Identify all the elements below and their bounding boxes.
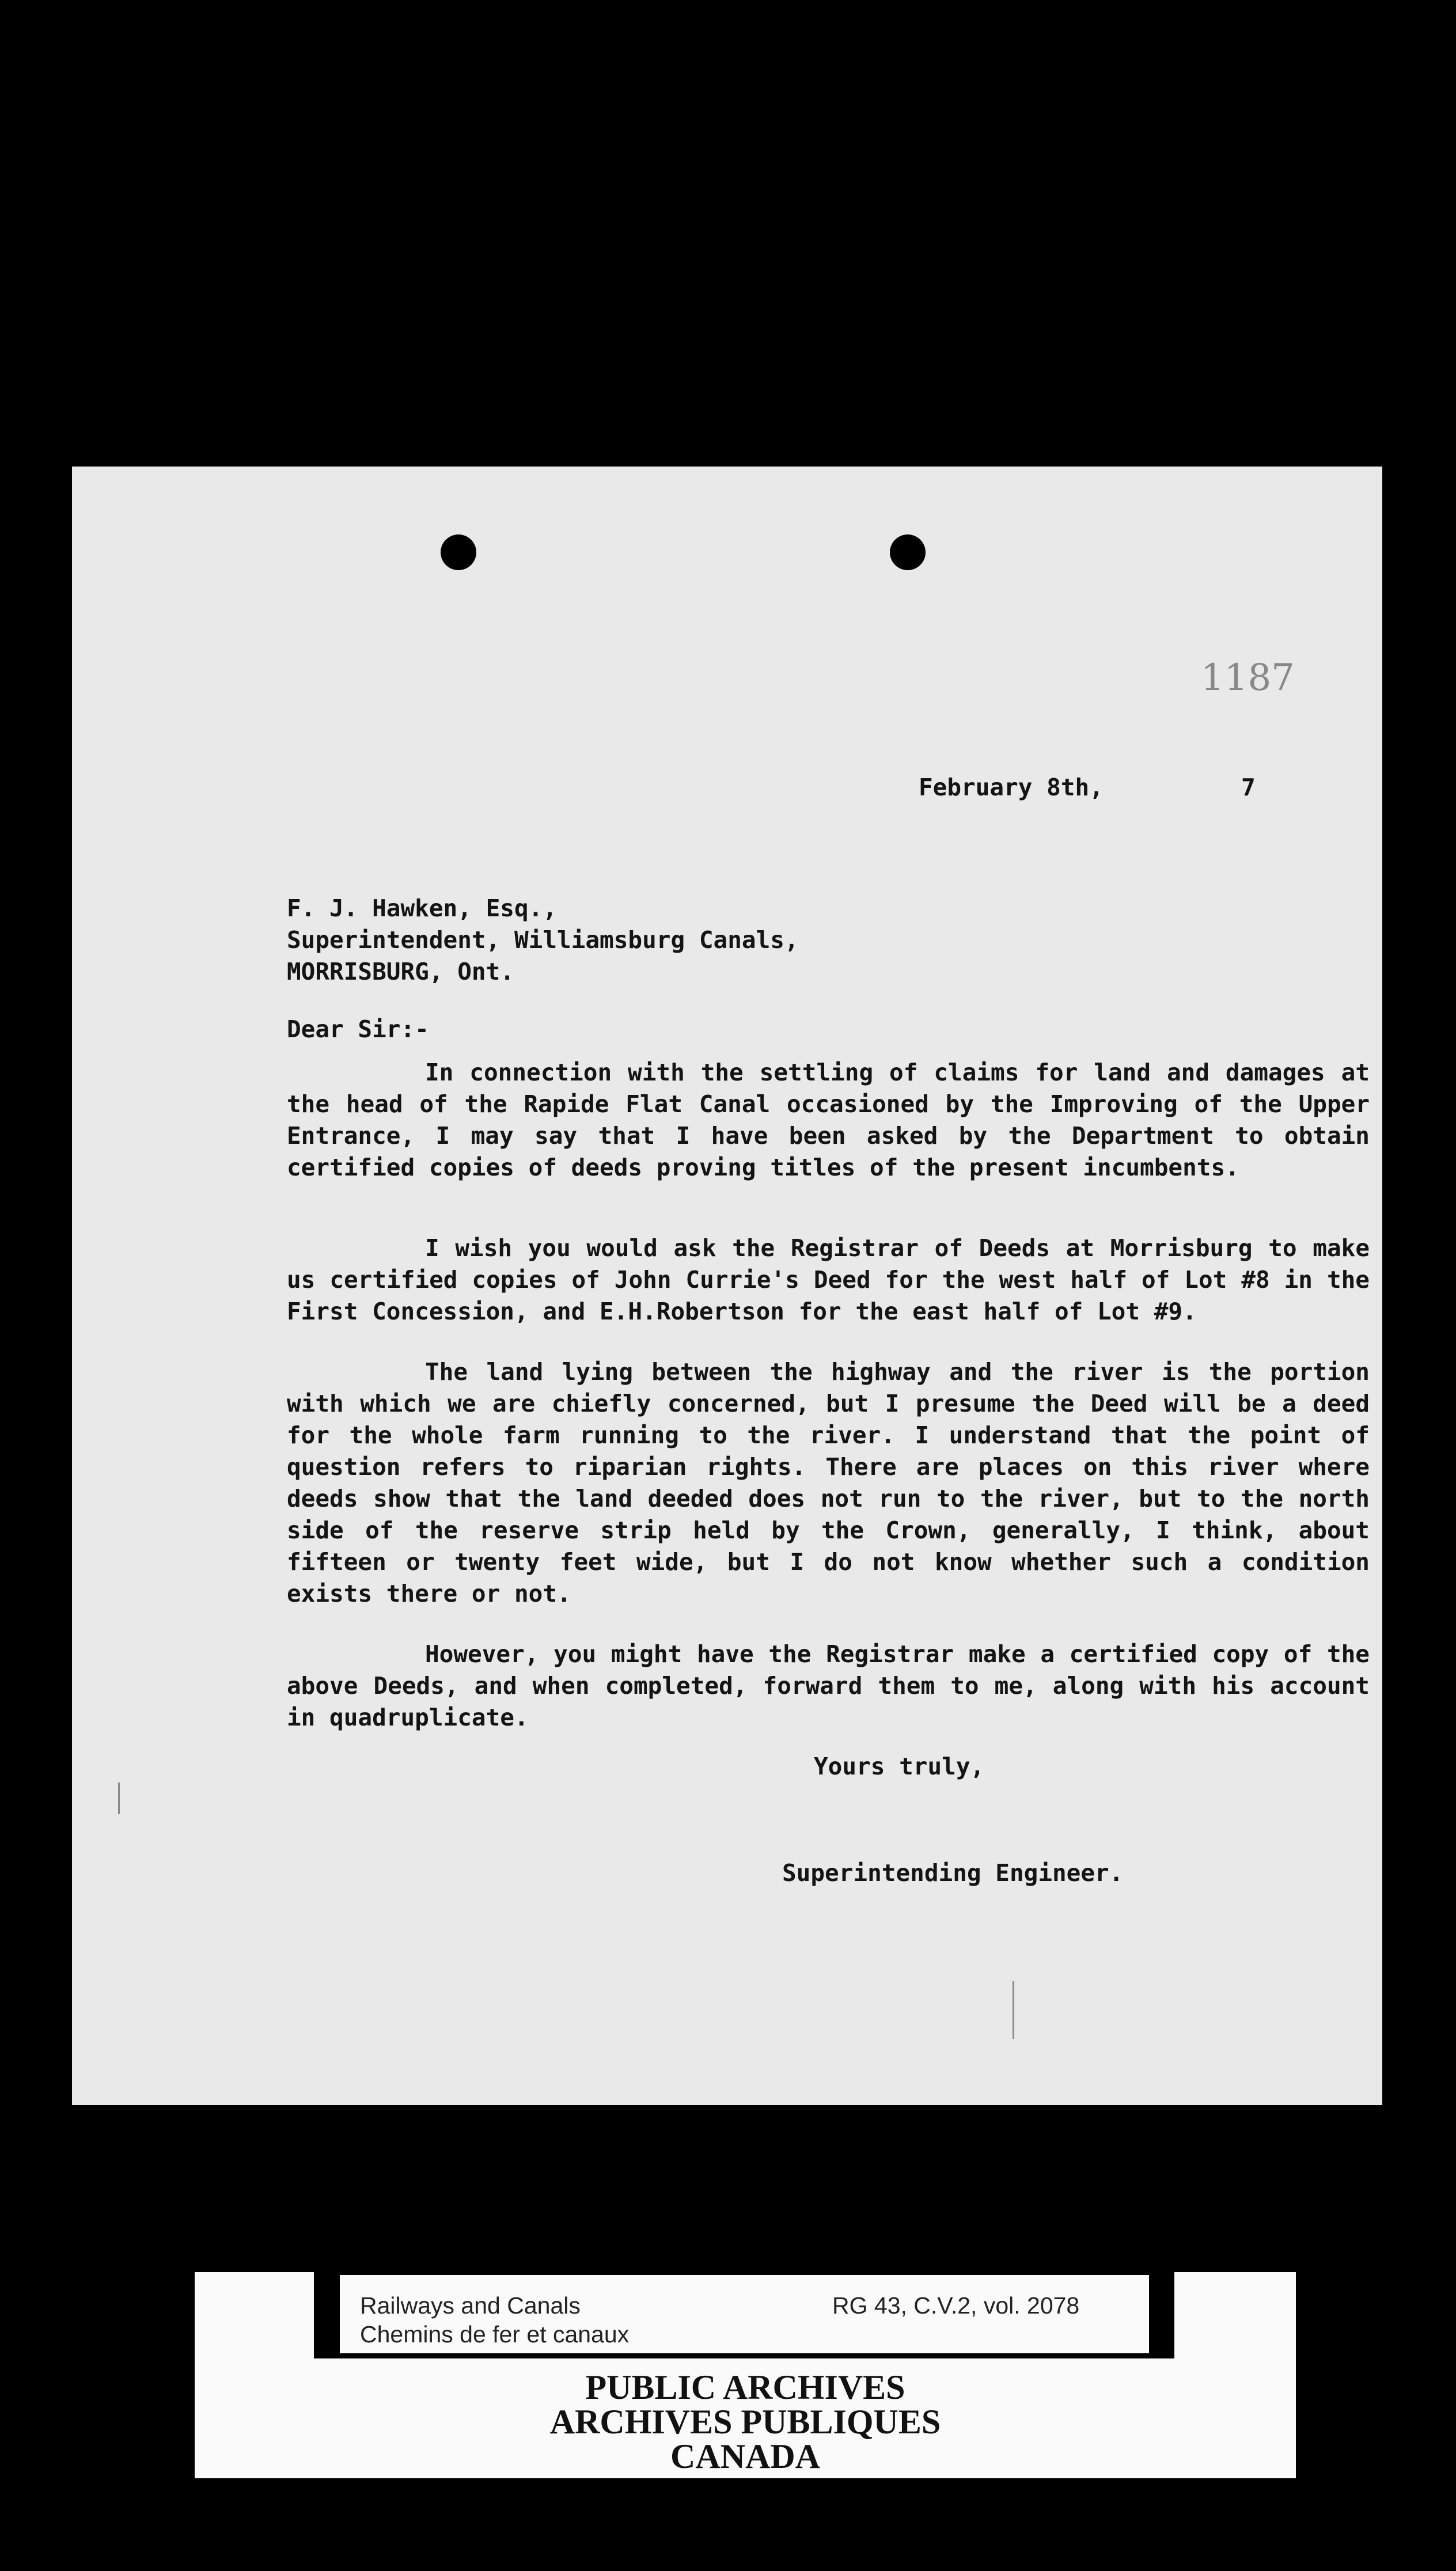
body-paragraph: I wish you would ask the Registrar of Deeds at Morrisburg to make us certified copies of John Currie's Deed for the west half of Lot #8 in the First Concession, and E.H.Robertson for the east half of Lot #9. (287, 1234, 1370, 1325)
letter-date: February 8th, (919, 773, 1104, 801)
addressee-line: MORRISBURG, Ont. (287, 958, 514, 985)
body-paragraph: The land lying between the highway and the river is the portion with which we are chiefly concerned, but I presume the Deed will be a deed for the whole farm running to the river. I understand that the point of question refers to riparian rights. There are places on this river where deeds show that the land deeded does not run to the river, but to the north side of the reserve strip held by the Crown, generally, I think, about fifteen or twenty feet wide, but I do not know whether such a condition exists there or not. (287, 1358, 1370, 1607)
institution-line: CANADA (670, 2437, 820, 2475)
archive-reference: RG 43, C.V.2, vol. 2078 (832, 2292, 1080, 2319)
body-paragraph: However, you might have the Registrar make a certified copy of the above Deeds, and when completed, forward them to me, along with his account in quadruplicate. (287, 1640, 1370, 1731)
fonds-french: Chemins de fer et canaux (360, 2321, 630, 2348)
fonds-english: Railways and Canals (360, 2292, 581, 2319)
institution-line: ARCHIVES PUBLIQUES (549, 2403, 941, 2441)
salutation: Dear Sir:- (287, 1015, 429, 1043)
signature-title: Superintending Engineer. (782, 1859, 1124, 1887)
pencil-mark (1013, 1981, 1014, 2039)
pencil-mark (118, 1783, 120, 1814)
addressee-line: F. J. Hawken, Esq., (287, 894, 557, 922)
punch-hole-right (890, 534, 926, 570)
punch-hole-left (441, 534, 476, 570)
institution-line: PUBLIC ARCHIVES (585, 2368, 905, 2406)
body-paragraph: In connection with the settling of claims for land and damages at the head of the Rapide Flat Canal occasioned by the Improving of the Upper Entrance, I may say that I have been asked by the Department to obtain certified copies of deeds proving titles of the present incumbents. (287, 1059, 1370, 1181)
document-number: 1187 (1201, 657, 1295, 699)
closing: Yours truly, (814, 1753, 985, 1780)
date-mark: 7 (1241, 773, 1256, 801)
addressee-line: Superintendent, Williamsburg Canals, (287, 926, 799, 954)
